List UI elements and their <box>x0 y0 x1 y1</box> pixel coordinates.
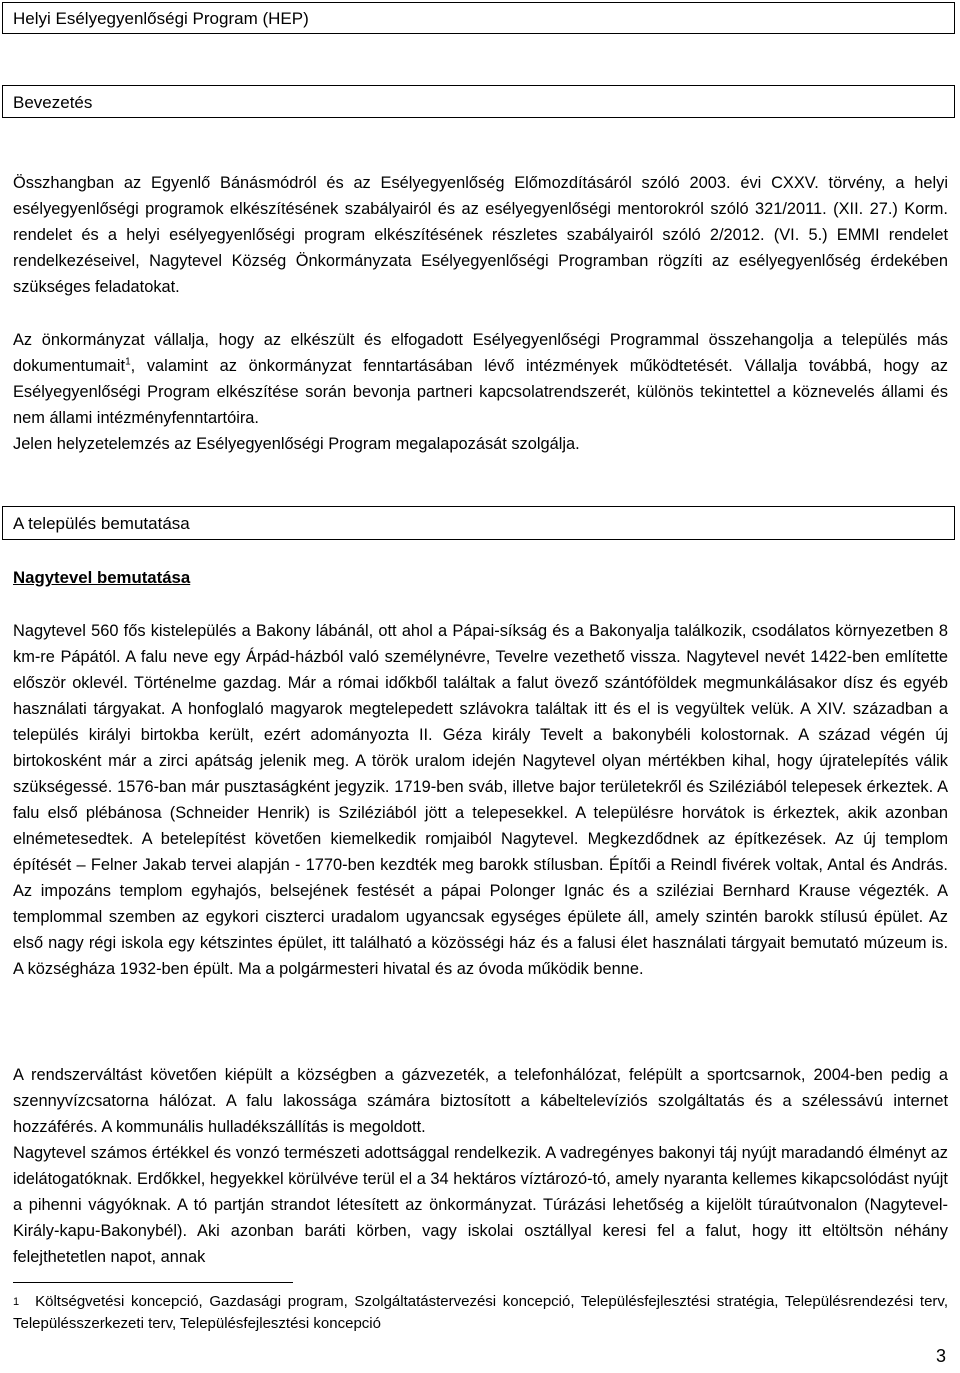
footnote-number: 1 <box>13 1296 20 1308</box>
section-heading-box-intro <box>2 85 955 118</box>
intro-paragraph-2-part-2: , valamint az önkormányzat fenntartásában lévő intézmények működtetését. Vállalja továbbá, hogy az Esélyegyenlőségi Program elkészítése során bevonja partneri kapcsolatrendszerét, különös tekintettel a köznevelés állami és nem állami intézményfenntartóira. <box>13 357 948 427</box>
header-title: Helyi Esélyegyenlőségi Program (HEP) <box>13 9 309 28</box>
footnote-reference: 1 <box>125 356 131 368</box>
section-heading-settlement: A település bemutatása <box>13 514 190 533</box>
settlement-paragraph-3: Nagytevel számos értékkel és vonzó természeti adottsággal rendelkezik. A vadregényes bakonyi táj nyújt maradandó élményt az idelátogatóknak. Erdőkkel, hegyekkel körülvéve terül el a 34 hektáros víztározó-tó, amely nyaranta kellemes kikapcsolódást nyújt a pihenni vágyóknak. A tó partján strandot létesített az önkormányzat. Túrázási lehetőség a kijelölt túraútvonalon (Nagytevel-Király-kapu-Bakonybél). Aki azonban baráti körben, vagy iskolai osztállyal keresi fel a falut, hogy itt eltöltsön néhány felejthetetlen napot, annak <box>13 1144 948 1266</box>
section-heading-box-settlement <box>2 506 955 540</box>
intro-paragraph-2 <box>13 327 948 431</box>
subheading-nagytevel: Nagytevel bemutatása <box>13 568 191 587</box>
section-heading-intro: Bevezetés <box>13 93 93 112</box>
intro-paragraph-3: Jelen helyzetelemzés az Esélyegyenlőségi Program megalapozását szolgálja. <box>13 435 580 453</box>
settlement-paragraph-1: Nagytevel 560 fős kistelepülés a Bakony lábánál, ott ahol a Pápai-síkság és a Bakonyalja találkozik, csodálatos környezetben 8 km-re Pápától. A falu neve egy Árpád-házból való személynévre, Tevelre vezethető vissza. Nagytevel nevét 1422-ben említette először oklevél. Történelme gazdag. Már a római időkből találtak a falut övező szántóföldek megmunkálásakor dísz és egyéb használati tárgyakat. A honfoglaló magyarok megtelepedett szlávokra találtak itt és el is vegyültek velük. A XIV. században a település királyi birtokba került, ezért adományozta II. Géza király Tevelt a bakonybéli kolostornak. A század végén új birtokosként már a zirci apátság jelenik meg. A török uralom idején Nagytevel olyan mértékben kihal, hogy újratelepítés válik szükségessé. 1576-ban már pusztaságként jegyzik. 1719-ben sváb, illetve bajor területekről és Sziléziából telepesek érkeztek. A falu első plébánosa (Schneider Henrik) is Sziléziából jött a telepesekkel. A településre horvátok is érkeztek, akik azonban elnémetesedtek. A betelepítést követően kiemelkedik romjaiból Nagytevel. Megkezdődnek az építkezések. Az új templom építését – Felner Jakab tervei alapján - 1770-ben kezdték meg barokk stílusban. Építői a Reindl fivérek voltak, Antal és András. Az impozáns templom egyhajós, belsejének festését a pápai Polonger Ignác és a sziléziai Bernhard Krause végezték. A templommal szemben az egykori ciszterci uradalom ugyancsak egységes épülete áll, amely szintén barokk stílusú épület. Az első nagy régi iskola egy kétszintes épület, itt található a közösségi ház és a falusi élet használati tárgyait bemutató múzeum is. A községháza 1932-ben épült. Ma a polgármesteri hivatal és az óvoda működik benne. <box>13 622 948 978</box>
intro-paragraph-1: Összhangban az Egyenlő Bánásmódról és az Esélyegyenlőség Előmozdításáról szóló 2003. évi CXXV. törvény, a helyi esélyegyenlőségi programok elkészítésének szabályairól és az esélyegyenlőségi mentorokról szóló 321/2011. (XII. 27.) Korm. rendelet és a helyi esélyegyenlőségi program elkészítésének részletes szabályairól szóló 2/2012. (VI. 5.) EMMI rendelet rendelkezéseivel, Nagytevel Község Önkormányzata Esélyegyenlőségi Programban rögzíti az esélyegyenlőség érdekében szükséges feladatokat. <box>13 174 948 296</box>
footnote-separator <box>13 1282 293 1283</box>
settlement-paragraph-2: A rendszerváltást követően kiépült a községben a gázvezeték, a telefonhálózat, felépült a sportcsarnok, 2004-ben pedig a szennyvízcsatorna hálózat. A falu lakossága számára biztosított a kábeltelevíziós szolgáltatás és a szélessávú internet hozzáférés. A kommunális hulladékszállítás is megoldott. <box>13 1066 948 1136</box>
footnote-text: Költségvetési koncepció, Gazdasági program, Szolgáltatástervezési koncepció, Településfejlesztési stratégia, Településrendezési terv, Településszerkezeti terv, Településfejlesztési koncepció <box>13 1293 948 1332</box>
footnote <box>13 1291 948 1335</box>
page-number: 3 <box>935 1346 946 1366</box>
intro-paragraph-2-part-1: Az önkormányzat vállalja, hogy az elkészült és elfogadott Esélyegyenlőségi Programmal összehangolja a település más dokumentumait <box>13 331 948 375</box>
header-title-box <box>2 2 955 34</box>
